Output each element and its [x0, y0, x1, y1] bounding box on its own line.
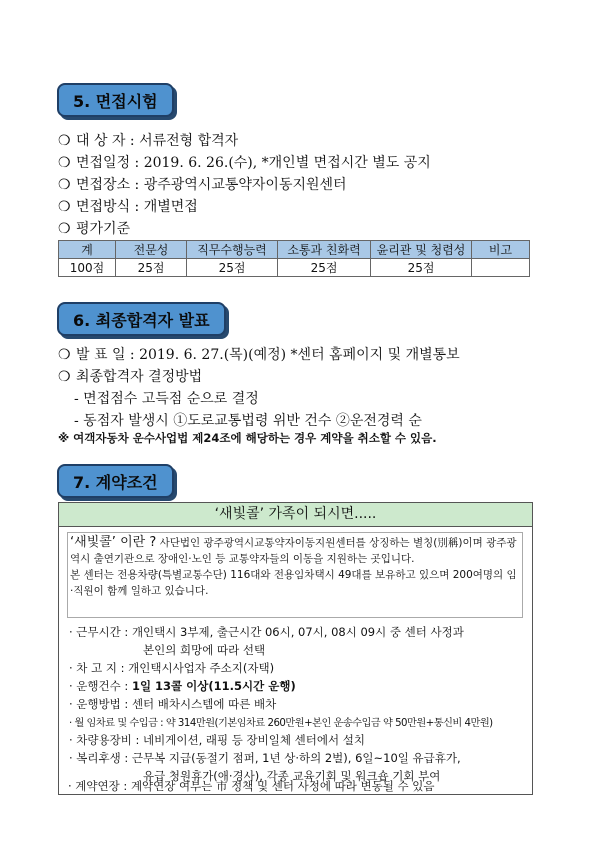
item-text: 발 표 일 : 2019. 6. 27.(목)(예정) *센터 홈페이지 및 개별통보	[76, 347, 460, 363]
cond-value: 센터 배차시스템에 따른 배차	[131, 697, 277, 711]
bullet-icon: ❍	[58, 221, 71, 237]
cond-label: · 운행건수 :	[69, 679, 132, 693]
cond-label: · 운행방법 :	[69, 697, 132, 711]
cond-label: · 복리후생 :	[69, 751, 132, 765]
cond-value: 근무복 지급(동절기 점퍼, 1년 상·하의 2벌), 6일~10일 유급휴가,	[131, 751, 461, 765]
item-text: 면접일정 : 2019. 6. 26.(수), *개인별 면접시간 별도 공지	[76, 155, 431, 171]
sub-item: - 면접점수 고득점 순으로 결정	[74, 391, 259, 407]
desc-lead: ‘새빛콜’ 이란 ?	[70, 535, 157, 550]
table-header: 직무수행능력	[187, 241, 278, 259]
item-text: 면접장소 : 광주광역시교통약자이동지원센터	[76, 177, 347, 193]
list-item	[58, 130, 238, 150]
item-text: 면접방식 : 개별면접	[76, 199, 198, 215]
section-6-title: 6. 최종합격자 발표	[57, 302, 226, 336]
table-cell: 25점	[371, 259, 472, 277]
table-cell: 25점	[278, 259, 371, 277]
table-cell	[472, 259, 530, 277]
bullet-icon: ❍	[58, 369, 71, 385]
condition-item	[69, 660, 274, 676]
table-header: 윤리관 및 청렴성	[371, 241, 472, 259]
table-header: 비고	[472, 241, 530, 259]
item-text: 최종합격자 결정방법	[76, 369, 203, 385]
table-header: 전문성	[116, 241, 187, 259]
item-text: 대 상 자 : 서류전형 합격자	[76, 133, 239, 149]
condition-item	[69, 750, 461, 766]
cond-value: 본인의 희망에 따라 선택	[143, 643, 266, 657]
section-7-title: 7. 계약조건	[57, 464, 174, 498]
condition-item	[143, 642, 265, 658]
list-item	[58, 152, 431, 172]
cond-value: 유급 청원휴가(애·경사), 각종 교육기회 및 워크숍 기회 부여	[143, 769, 441, 783]
bullet-icon: ❍	[58, 177, 71, 193]
table-header: 소통과 친화력	[278, 241, 371, 259]
sub-item: - 동점자 발생시 ①도로교통법령 위반 건수 ②운전경력 순	[74, 413, 422, 429]
bullet-icon: ❍	[58, 133, 71, 149]
bullet-icon: ❍	[58, 155, 71, 171]
list-item	[58, 344, 460, 364]
cond-value: 개인택시 3부제, 출근시간 06시, 07시, 08시 09시 중 센터 사정과	[131, 625, 464, 639]
table-header-row	[59, 241, 530, 259]
desc-text: 사단법인 광주광역시교통약자이동지원센터를 상징하는 별칭(別稱)이며 광주광역시 출연기관으로 장애인·노인 등 교통약자들의 이동을 지원하는 곳입니다.	[70, 537, 517, 565]
box-title: ‘새빛콜’ 가족이 되시면.....	[59, 503, 532, 527]
section-5-title: 5. 면접시험	[57, 83, 174, 117]
table-cell: 25점	[187, 259, 278, 277]
table-row	[59, 259, 530, 277]
list-item	[58, 366, 202, 386]
contract-box	[58, 502, 533, 795]
table-header: 계	[59, 241, 116, 259]
condition-item	[69, 678, 296, 694]
cond-value: 네비게이션, 래핑 등 장비일체 센터에서 설치	[143, 733, 365, 747]
cond-label: · 계약연장 :	[68, 779, 131, 793]
desc-text: 본 센터는 전용차량(특별교통수단) 116대와 전용임차택시 49대를 보유하고 있으며 200여명의 임·직원이 함께 일하고 있습니다.	[70, 569, 517, 597]
cond-value: 1일 13콜 이상(11.5시간 운행)	[131, 679, 296, 693]
list-item	[58, 196, 198, 216]
condition-item	[69, 732, 365, 748]
cond-label: · 월 임차료 및 수입금 :	[69, 718, 166, 729]
condition-item	[68, 778, 435, 794]
description-box	[67, 532, 523, 618]
cancellation-note: ※ 여객자동차 운수사업법 제24조에 해당하는 경우 계약을 취소할 수 있음.	[58, 431, 437, 445]
cond-label: · 근무시간 :	[69, 625, 132, 639]
table-cell: 100점	[59, 259, 116, 277]
list-item	[58, 218, 130, 238]
condition-item	[69, 696, 276, 712]
cond-value: 개인택시사업자 주소지(자택)	[128, 661, 275, 675]
cond-label: · 차 고 지 :	[69, 661, 129, 675]
cond-label: · 차량용장비 :	[69, 733, 144, 747]
evaluation-table	[58, 240, 530, 277]
list-item	[58, 174, 347, 194]
cond-value: 약 314만원(기본임차료 260만원+본인 운송수입금 약 50만원+통신비 4만원)	[165, 718, 493, 729]
table-cell: 25점	[116, 259, 187, 277]
bullet-icon: ❍	[58, 347, 71, 363]
bullet-icon: ❍	[58, 199, 71, 215]
cond-value: 계약연장 여부는 市 정책 및 센터 사정에 따라 변동될 수 있음	[130, 779, 435, 793]
condition-item	[69, 624, 464, 640]
condition-item	[69, 714, 493, 729]
item-text: 평가기준	[76, 221, 131, 237]
